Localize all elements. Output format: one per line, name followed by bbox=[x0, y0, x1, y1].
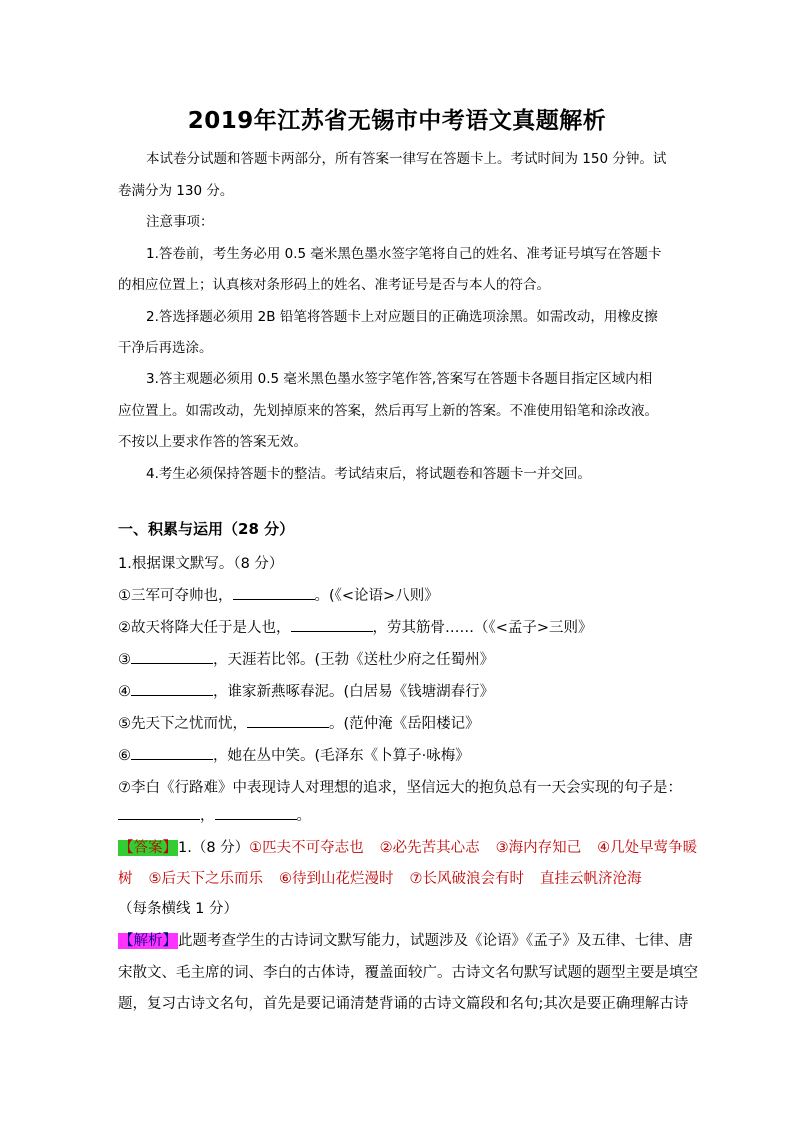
question-item-5 bbox=[118, 712, 480, 733]
item-6-text: ⑥ bbox=[118, 748, 131, 764]
notice-1a: 1.答卷前，考生务必用 0.5 毫米黑色墨水签字笔将自己的姓名、准考证号填写在答题卡 bbox=[146, 246, 662, 262]
item-1-text: ①三军可夺帅也， bbox=[118, 588, 233, 604]
fill-blank bbox=[233, 587, 315, 600]
answer-3: ③海内存知己 bbox=[495, 840, 582, 856]
question-item-7: ⑦李白《行路难》中表现诗人对理想的追求，坚信远大的抱负总有一天会实现的句子是： bbox=[118, 780, 682, 796]
intro-line-2: 卷满分为 130 分。 bbox=[118, 183, 234, 199]
analysis-tag: 【解析】 bbox=[119, 933, 177, 949]
answer-2: ②必先苦其心志 bbox=[379, 840, 480, 856]
item-5-text: ⑤先天下之忧而忧， bbox=[118, 716, 247, 732]
notice-2a: 2.答选择题必须用 2B 铅笔将答题卡上对应题目的正确选项涂黑。如需改动，用橡皮擦 bbox=[146, 309, 658, 325]
answer-line-2 bbox=[118, 867, 642, 888]
answer-5: ⑤后天下之乐而乐 bbox=[148, 871, 263, 887]
item-1-source: 。(《<论语>八则》 bbox=[314, 588, 439, 604]
item-2-source: ，劳其筋骨……（《<孟子>三则》 bbox=[372, 620, 593, 636]
item-7-separator: ， bbox=[200, 808, 215, 824]
item-5-source: 。(范仲淹《岳阳楼记》 bbox=[329, 716, 480, 732]
question-item-3 bbox=[118, 648, 494, 669]
answer-7a: ⑦长风破浪会有时 bbox=[409, 871, 524, 887]
fill-blank bbox=[131, 747, 213, 760]
fill-blank bbox=[131, 683, 213, 696]
notice-3c: 不按以上要求作答的答案无效。 bbox=[118, 434, 307, 450]
fill-blank bbox=[247, 715, 329, 728]
question-item-4 bbox=[118, 680, 494, 701]
analysis-line-2: 宋散文、毛主席的词、李白的古体诗，覆盖面较广。古诗文名句默写试题的题型主要是填空 bbox=[118, 965, 698, 981]
answer-4b: 树 bbox=[118, 871, 133, 887]
item-2-text: ②故天将降大任于是人也， bbox=[118, 620, 291, 636]
question-item-7-blanks bbox=[118, 804, 311, 825]
answer-7b: 直挂云帆济沧海 bbox=[540, 871, 642, 887]
question-item-6 bbox=[118, 744, 470, 765]
notice-1b: 的相应位置上；认真核对条形码上的姓名、准考证号是否与本人的符合。 bbox=[118, 277, 550, 293]
answer-line-1 bbox=[118, 836, 697, 857]
notice-3a: 3.答主观题必须用 0.5 毫米黑色墨水签字笔作答,答案写在答题卡各题目指定区域内相 bbox=[146, 371, 653, 387]
notice-3b: 应位置上。如需改动，先划掉原来的答案，然后再写上新的答案。不准使用铅笔和涂改液。 bbox=[118, 403, 658, 419]
notice-heading: 注意事项： bbox=[146, 214, 214, 230]
intro-line-1: 本试卷分试题和答题卡两部分，所有答案一律写在答题卡上。考试时间为 150 分钟。试 bbox=[146, 151, 667, 167]
answer-lead: 1.（8 分） bbox=[178, 840, 250, 856]
analysis-line-3: 题，复习古诗文名句，首先是要记诵清楚背诵的古诗文篇段和名句;其次是要正确理解古诗 bbox=[118, 996, 689, 1012]
answer-tag: 【答案】 bbox=[119, 840, 177, 856]
question-1-stem: 1.根据课文默写。（8 分） bbox=[118, 556, 284, 572]
fill-blank bbox=[118, 807, 200, 820]
answer-note: （每条横线 1 分） bbox=[118, 901, 238, 917]
fill-blank bbox=[131, 651, 213, 664]
analysis-text-1: 此题考查学生的古诗词文默写能力，试题涉及《论语》《孟子》及五律、七律、唐 bbox=[178, 933, 693, 949]
item-4-text: ④ bbox=[118, 684, 131, 700]
notice-4: 4.考生必须保持答题卡的整洁。考试结束后，将试题卷和答题卡一并交回。 bbox=[146, 466, 591, 482]
item-4-source: ，谁家新燕啄春泥。(白居易《钱塘湖春行》 bbox=[213, 684, 495, 700]
page-title: 2019年江苏省无锡市中考语文真题解析 bbox=[187, 108, 607, 134]
notice-2b: 干净后再选涂。 bbox=[118, 340, 213, 356]
item-7-end: 。 bbox=[296, 808, 311, 824]
item-3-source: ，天涯若比邻。(王勃《送杜少府之任蜀州》 bbox=[213, 652, 495, 668]
answer-6: ⑥待到山花烂漫时 bbox=[279, 871, 394, 887]
answer-4a: ④几处早莺争暖 bbox=[597, 840, 698, 856]
section-heading: 一、积累与运用（28 分） bbox=[118, 520, 295, 538]
answer-1: ①匹夫不可夺志也 bbox=[249, 840, 364, 856]
question-item-2 bbox=[118, 616, 593, 637]
fill-blank bbox=[215, 807, 297, 820]
fill-blank bbox=[291, 619, 373, 632]
analysis-line-1 bbox=[118, 929, 693, 950]
item-6-source: ，她在丛中笑。(毛泽东《卜算子·咏梅》 bbox=[213, 748, 470, 764]
item-3-text: ③ bbox=[118, 652, 131, 668]
question-item-1 bbox=[118, 584, 439, 605]
